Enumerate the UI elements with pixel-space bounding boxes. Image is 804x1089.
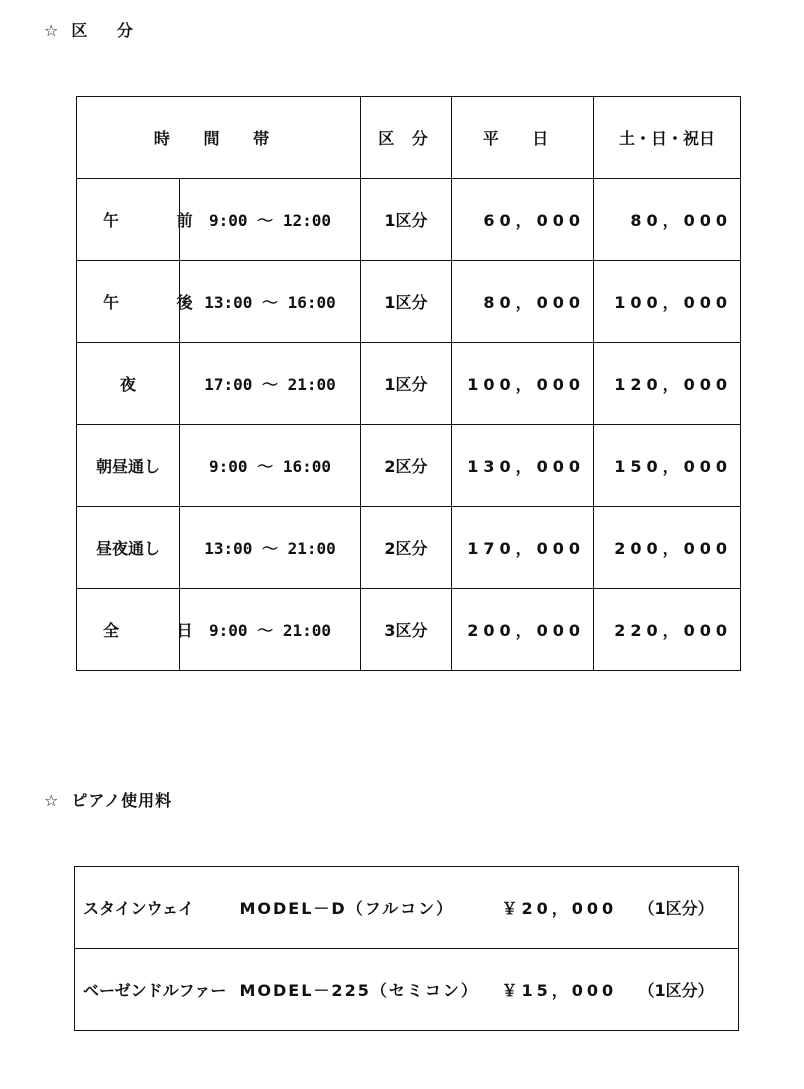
piano-model-cell: MODEL－225（セミコン）	[240, 949, 502, 1031]
period-cell: 昼夜通し	[77, 507, 180, 589]
weekend-price-cell: 150，000	[594, 425, 741, 507]
period-cell: 夜	[77, 343, 180, 425]
time-cell: 9:00 ～ 21:00	[180, 589, 361, 671]
period-cell: 全 日	[77, 589, 180, 671]
star-icon: ☆	[44, 21, 60, 40]
header-weekend: 土・日・祝日	[594, 97, 741, 179]
weekend-price-cell: 80，000	[594, 179, 741, 261]
piano-maker-cell: ベーゼンドルファー	[75, 949, 240, 1031]
piano-unit-cell: （1区分）	[639, 949, 739, 1031]
weekday-price-cell: 200，000	[452, 589, 594, 671]
header-time-band: 時 間 帯	[77, 97, 361, 179]
table-row	[77, 425, 741, 507]
period-cell: 午 前	[77, 179, 180, 261]
division-cell: 1区分	[361, 179, 452, 261]
weekday-price-cell: 60，000	[452, 179, 594, 261]
weekend-price-cell: 120，000	[594, 343, 741, 425]
piano-price-cell: ￥15，000	[502, 949, 639, 1031]
time-cell: 17:00 ～ 21:00	[180, 343, 361, 425]
header-division: 区 分	[361, 97, 452, 179]
period-cell: 朝昼通し	[77, 425, 180, 507]
division-cell: 3区分	[361, 589, 452, 671]
weekday-price-cell: 130，000	[452, 425, 594, 507]
piano-unit-cell: （1区分）	[639, 867, 739, 949]
section-heading-rates	[44, 18, 145, 41]
section-title: 区 分	[71, 21, 145, 40]
weekday-price-cell: 100，000	[452, 343, 594, 425]
weekday-price-cell: 170，000	[452, 507, 594, 589]
weekday-price-cell: 80，000	[452, 261, 594, 343]
division-cell: 2区分	[361, 507, 452, 589]
time-cell: 13:00 ～ 21:00	[180, 507, 361, 589]
division-cell: 2区分	[361, 425, 452, 507]
piano-maker-cell: スタインウェイ	[75, 867, 240, 949]
piano-fee-table	[74, 866, 739, 1031]
table-row	[75, 949, 739, 1031]
weekend-price-cell: 220，000	[594, 589, 741, 671]
period-cell: 午 後	[77, 261, 180, 343]
table-row	[77, 589, 741, 671]
section-heading-piano	[44, 788, 172, 811]
table-row	[77, 343, 741, 425]
piano-model-cell: MODEL－D（フルコン）	[240, 867, 502, 949]
table-header-row	[77, 97, 741, 179]
table-row	[77, 261, 741, 343]
division-cell: 1区分	[361, 343, 452, 425]
header-weekday: 平 日	[452, 97, 594, 179]
table-row	[77, 507, 741, 589]
rates-table	[76, 96, 741, 671]
table-row	[77, 179, 741, 261]
section-title: ピアノ使用料	[71, 791, 173, 810]
time-cell: 9:00 ～ 16:00	[180, 425, 361, 507]
time-cell: 13:00 ～ 16:00	[180, 261, 361, 343]
star-icon: ☆	[44, 791, 60, 810]
weekend-price-cell: 100，000	[594, 261, 741, 343]
table-row	[75, 867, 739, 949]
weekend-price-cell: 200，000	[594, 507, 741, 589]
time-cell: 9:00 ～ 12:00	[180, 179, 361, 261]
division-cell: 1区分	[361, 261, 452, 343]
piano-price-cell: ￥20，000	[502, 867, 639, 949]
